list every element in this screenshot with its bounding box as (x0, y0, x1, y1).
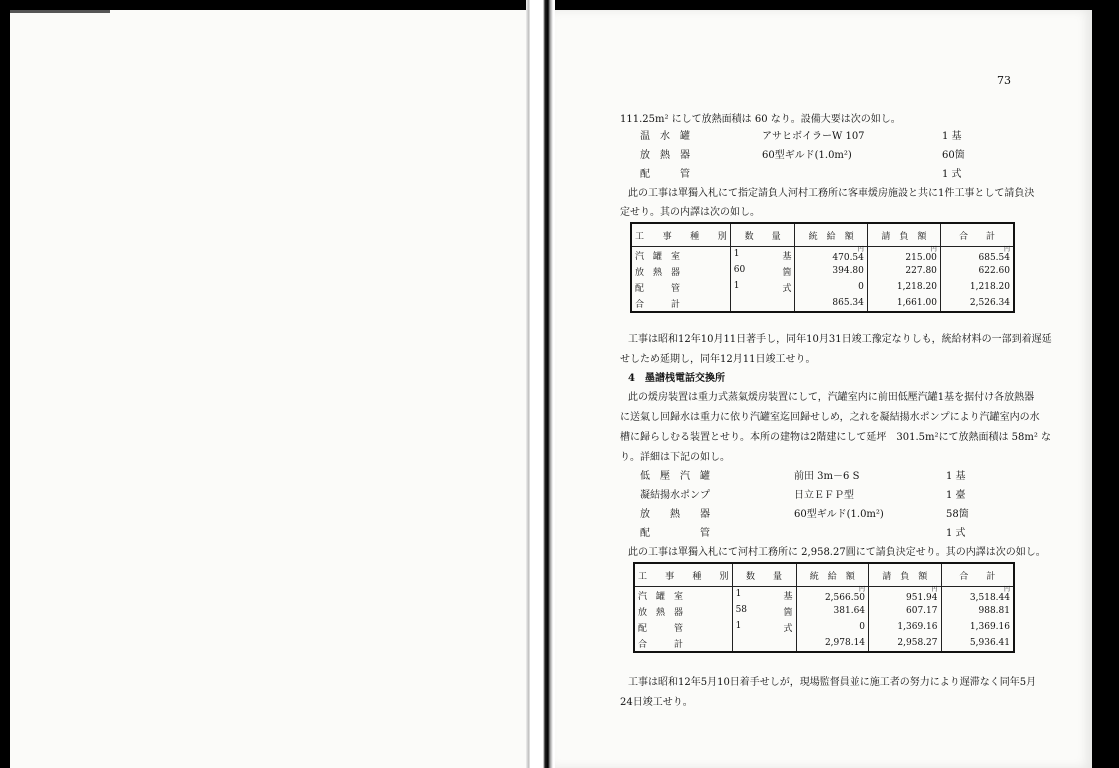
equip-name: 配 管 (640, 528, 710, 539)
paragraph-line: 24日竣工せり。 (620, 697, 693, 708)
cell-type: 汽 罐 室 (634, 587, 732, 604)
cell-type: 配 管 (634, 619, 732, 635)
equip-qty: 1 基 (946, 471, 966, 482)
cell-contract: 円 215.00 (867, 247, 940, 264)
table-row (634, 587, 1014, 604)
cell-supply: 円 470.54 (795, 247, 867, 264)
table-row (634, 635, 1014, 652)
paragraph-line: せしため延期し，同年12月11日竣工せり。 (620, 354, 816, 365)
paragraph-line: に送氣し回歸水は重力に依り汽罐室迄回歸せしめ，之れを凝結揚水ポンプにより汽罐室内の水 (620, 412, 1040, 423)
equip-qty: 1 臺 (946, 490, 966, 501)
book-spine (526, 0, 555, 768)
cell-contract: 円 951.94 (869, 587, 941, 604)
table-row (634, 603, 1014, 619)
table-row (631, 295, 1014, 312)
paragraph-line: 槽に歸らしむる装置とせり。本所の建物は2階建にして延坪 301.5m²にて放熱面積は 58m² な (620, 432, 1052, 443)
cell-type: 汽 罐 室 (631, 247, 730, 264)
equip-spec: 60型ギルド(1.0m²) (794, 509, 884, 520)
col-header: 統 給 額 (796, 563, 868, 587)
cell-contract: 1,661.00 (867, 295, 940, 312)
cost-table (633, 562, 1015, 653)
col-header: 数 量 (732, 563, 796, 587)
equip-qty: 60箇 (942, 150, 965, 161)
equip-qty: 58箇 (946, 509, 969, 520)
col-header: 請 負 額 (869, 563, 941, 587)
cell-type: 配 管 (631, 279, 730, 295)
cell-supply: 394.80 (795, 263, 867, 279)
cell-total: 988.81 (941, 603, 1014, 619)
paragraph-line: 此の工事は單獨入札にて指定請負人河村工務所に客車煖房施設と共に1件工事として請負決 (628, 188, 1035, 199)
table-row (634, 619, 1014, 635)
equip-name: 放 熱 器 (640, 509, 710, 520)
cell-qty: 58 箇 (732, 603, 796, 619)
equip-spec: 日立ＥＦＰ型 (794, 490, 854, 501)
table-row (631, 263, 1014, 279)
paragraph-line: 工事は昭和12年10月11日著手し，同年10月31日竣工豫定なりしも，統給材料の一部到着遅延 (628, 334, 1052, 345)
cell-type: 放 熱 器 (631, 263, 730, 279)
cell-contract: 1,218.20 (867, 279, 940, 295)
equip-name: 配 管 (640, 169, 690, 180)
paragraph-line: 定せり。其の内譯は次の如し。 (620, 207, 760, 218)
table-header-row (631, 223, 1014, 247)
equip-name: 放 熱 器 (640, 150, 690, 161)
equip-qty: 1 基 (942, 131, 962, 142)
cell-qty: 1 基 (730, 247, 795, 264)
cell-total: 1,218.20 (940, 279, 1014, 295)
equip-name: 温 水 罐 (640, 131, 690, 142)
cell-qty (732, 635, 796, 652)
cell-contract: 227.80 (867, 263, 940, 279)
cell-type: 放 熱 器 (634, 603, 732, 619)
cell-contract: 1,369.16 (869, 619, 941, 635)
cell-total: 5,936.41 (941, 635, 1014, 652)
cell-qty: 1 式 (730, 279, 795, 295)
cell-qty: 1 基 (732, 587, 796, 604)
col-header: 数 量 (730, 223, 795, 247)
cell-qty: 60 箇 (730, 263, 795, 279)
cell-contract: 607.17 (869, 603, 941, 619)
cell-supply: 865.34 (795, 295, 867, 312)
table-header-row (634, 563, 1014, 587)
equip-name: 凝結揚水ポンプ (640, 490, 710, 501)
cell-type: 合 計 (634, 635, 732, 652)
cell-qty (730, 295, 795, 312)
cell-type: 合 計 (631, 295, 730, 312)
col-header: 工 事 種 別 (631, 223, 730, 247)
equip-spec: 前田 3m－6 S (794, 471, 860, 482)
cell-supply: 0 (795, 279, 867, 295)
cell-contract: 2,958.27 (869, 635, 941, 652)
cell-total: 1,369.16 (941, 619, 1014, 635)
col-header: 統 給 額 (795, 223, 867, 247)
paragraph-line: り。詳細は下記の如し。 (620, 452, 730, 463)
col-header: 合 計 (941, 563, 1014, 587)
paragraph-line: 工事は昭和12年5月10日着手せしが，現場監督員並に施工者の努力により遅滞なく同年5月 (628, 677, 1037, 688)
col-header: 合 計 (940, 223, 1014, 247)
cell-total: 2,526.34 (940, 295, 1014, 312)
cost-table (630, 222, 1015, 313)
cell-total: 円 3,518.44 (941, 587, 1014, 604)
table-row (631, 279, 1014, 295)
left-blank-page (10, 10, 526, 768)
cell-total: 622.60 (940, 263, 1014, 279)
equip-qty: 1 式 (942, 169, 962, 180)
cell-total: 円 685.54 (940, 247, 1014, 264)
section-heading: 4 墨譜桟電話交換所 (628, 373, 725, 384)
cell-supply: 0 (796, 619, 868, 635)
equip-spec: アサヒボイラーW 107 (762, 131, 865, 142)
equip-spec: 60型ギルド(1.0m²) (762, 150, 852, 161)
paragraph-line: 此の煖房装置は重力式蒸氣煖房装置にして，汽罐室内に前田低壓汽罐1基を据付け各放熱器 (628, 392, 1035, 403)
cell-supply: 2,978.14 (796, 635, 868, 652)
paragraph-line: 111.25m² にして放熱面積は 60 なり。設備大要は次の如し。 (620, 114, 901, 125)
page-mark (10, 10, 110, 13)
paragraph-line: 此の工事は單獨入札にて河村工務所に 2,958.27圓にて請負決定せり。其の内譯は次の如し。 (628, 547, 1046, 558)
equip-name: 低 壓 汽 罐 (640, 471, 710, 482)
cell-supply: 円 2,566.50 (796, 587, 868, 604)
cell-qty: 1 式 (732, 619, 796, 635)
col-header: 工 事 種 別 (634, 563, 732, 587)
page-number: 73 (997, 74, 1011, 87)
table-row (631, 247, 1014, 264)
equip-qty: 1 式 (946, 528, 966, 539)
cell-supply: 381.64 (796, 603, 868, 619)
col-header: 請 負 額 (867, 223, 940, 247)
